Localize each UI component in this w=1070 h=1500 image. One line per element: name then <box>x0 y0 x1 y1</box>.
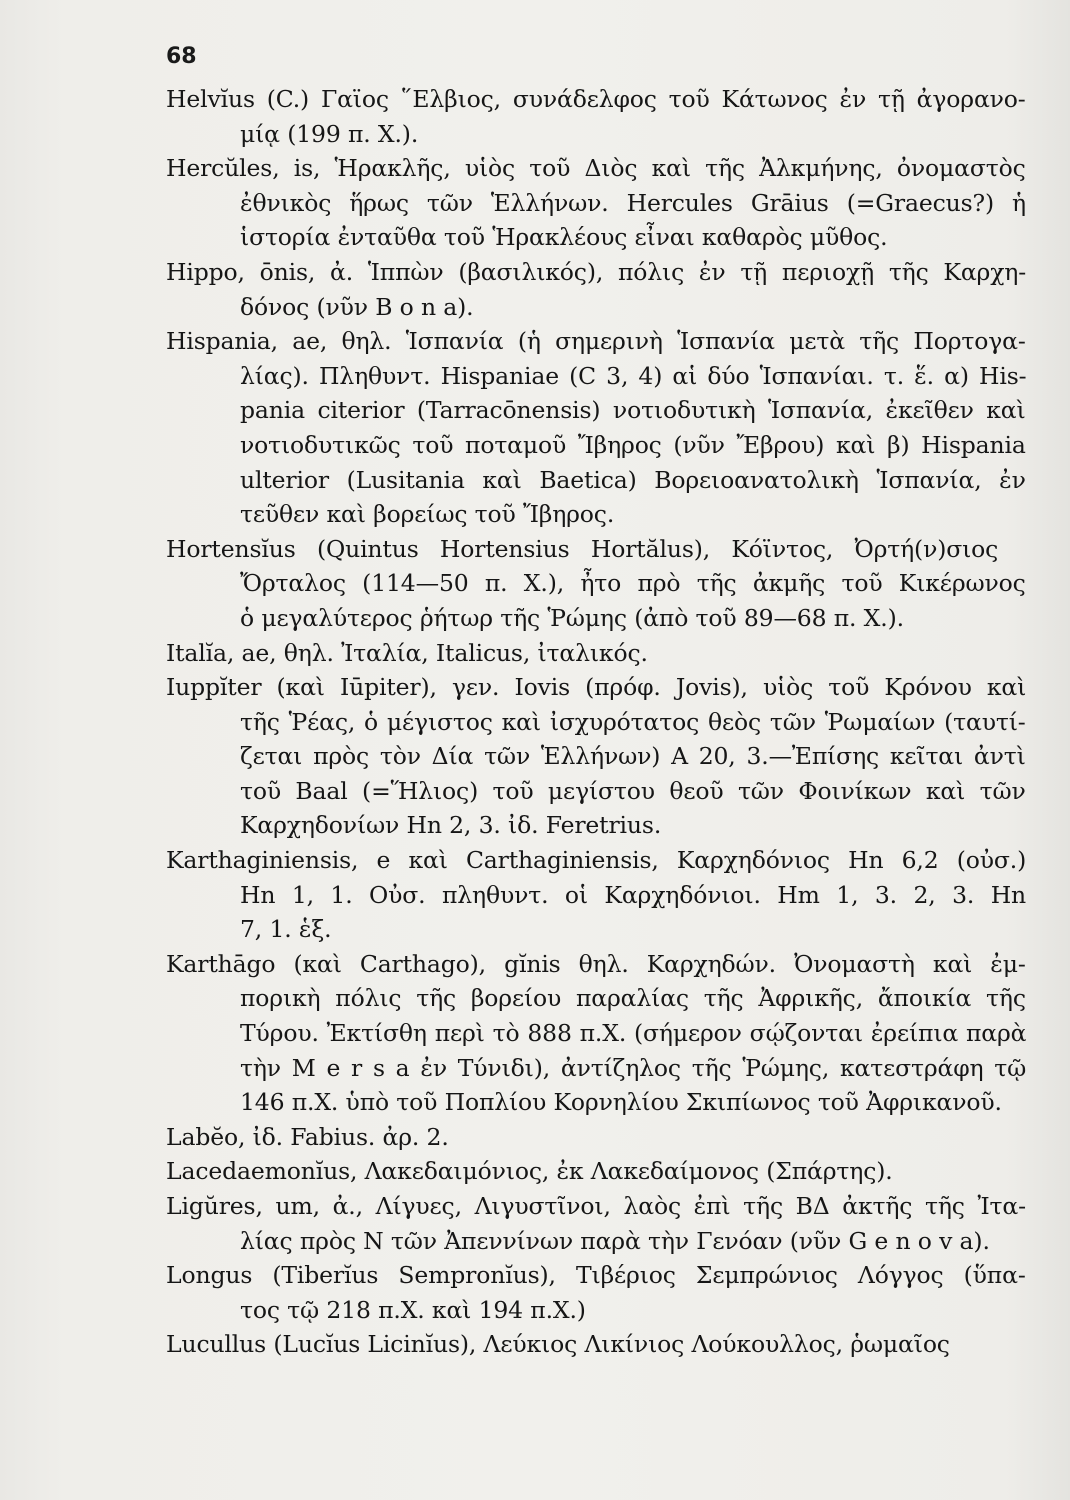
entry-continuation-line: ὁ μεγαλύτερος ῥήτωρ τῆς Ῥώμης (ἀπὸ τοῦ 89—68 π. Χ.). <box>240 603 904 632</box>
entry-continuation-line: pania citerior (Tarracōnensis) νοτιοδυτικὴ Ἱσπανία, ἐκεῖθεν καὶ <box>240 396 1026 425</box>
entry-continuation-line: πορικὴ πόλις τῆς βορείου παραλίας τῆς Ἀφρικῆς, ἄποικία τῆς <box>240 984 1026 1013</box>
glossary-entry <box>166 324 1026 532</box>
entry-continuation-line: Hn 1, 1. Οὐσ. πληθυντ. οἱ Καρχηδόνιοι. Hm 1, 3. 2, 3. Hn <box>240 880 1026 909</box>
entry-continuation-line: ulterior (Lusitania καὶ Baetica) Βορειοανατολικὴ Ἱσπανία, ἐν <box>240 465 1026 494</box>
entry-continuation-line: δόνος (νῦν B o n a). <box>240 292 474 321</box>
glossary-entry <box>166 1189 1026 1258</box>
glossary-entry <box>166 843 1026 947</box>
entry-headline: Hispania, ae, θηλ. Ἱσπανία (ἡ σημερινὴ Ἱσπανία μετὰ τῆς Πορτογα- <box>166 327 1026 356</box>
entry-continuation-line: τος τῷ 218 π.Χ. καὶ 194 π.Χ.) <box>240 1295 586 1324</box>
glossary-entry <box>166 1120 1026 1155</box>
entry-headline: Labĕo, ἰδ. Fabius. ἀρ. 2. <box>166 1122 449 1151</box>
entry-headline: Ligŭres, um, ἀ., Λίγυες, Λιγυστῖνοι, λαὸς ἐπὶ τῆς ΒΔ ἀκτῆς τῆς Ἰτα- <box>166 1192 1026 1220</box>
entry-headline: Hortensĭus (Quintus Hortensius Hortălus), Κόϊντος, Ὀρτή(ν)σιος <box>166 534 999 563</box>
entry-continuation-line: τεῦθεν καὶ βορείως τοῦ Ἴβηρος. <box>240 500 615 529</box>
glossary-entry <box>166 255 1026 324</box>
entry-headline: Longus (Tiberĭus Sempronĭus), Τιβέριος Σεμπρώνιος Λόγγος (ὕπα- <box>166 1261 1026 1290</box>
entry-continuation-line: μίᾳ (199 π. Χ.). <box>240 119 419 148</box>
entry-continuation-line: νοτιοδυτικῶς τοῦ ποταμοῦ Ἴβηρος (νῦν Ἔβρου) καὶ β) Hispania <box>240 430 1026 459</box>
entry-headline: Karthāgo (καὶ Carthago), gĭnis θηλ. Καρχηδών. Ὀνομαστὴ καὶ ἐμ- <box>166 949 1026 978</box>
page-number: 68 <box>166 44 197 69</box>
entry-headline: Karthaginiensis, e καὶ Carthaginiensis, Καρχηδόνιος Hn 6,2 (οὐσ.) <box>166 846 1026 875</box>
glossary-entry <box>166 1327 1026 1362</box>
entry-continuation-line: τοῦ Baal (=Ἥλιος) τοῦ μεγίστου θεοῦ τῶν Φοινίκων καὶ τῶν <box>240 776 1026 805</box>
glossary-entry <box>166 947 1026 1120</box>
entry-continuation-line: ἐθνικὸς ἥρως τῶν Ἑλλήνων. Hercules Grāius (=Graecus?) ἡ <box>240 188 1026 217</box>
entry-headline: Lucullus (Lucĭus Licinĭus), Λεύκιος Λικίνιος Λούκουλλος, ῥωμαῖος <box>166 1330 950 1359</box>
entry-continuation-line: ἱστορία ἐνταῦθα τοῦ Ἡρακλέους εἶναι καθαρὸς μῦθος. <box>240 223 888 252</box>
entry-headline: Iuppĭter (καὶ Iūpiter), γεν. Iovis (πρόφ. Jovis), υἱὸς τοῦ Κρόνου καὶ <box>166 673 1026 702</box>
glossary-entry <box>166 1154 1026 1189</box>
entry-continuation-line: τὴν M e r s a ἐν Τύνιδι), ἀντίζηλος τῆς Ῥώμης, κατεστράφη τῷ <box>240 1053 1026 1082</box>
entry-headline: Hippo, ōnis, ἀ. Ἱππὼν (βασιλικός), πόλις ἐν τῇ περιοχῇ τῆς Καρχη- <box>166 257 1026 286</box>
glossary-entry <box>166 1258 1026 1327</box>
entry-continuation-line: Ὄρταλος (114—50 π. Χ.), ἦτο πρὸ τῆς ἀκμῆς τοῦ Κικέρωνος <box>240 569 1026 598</box>
entry-continuation-line: Τύρου. Ἐκτίσθη περὶ τὸ 888 π.Χ. (σήμερον σῴζονται ἐρείπια παρὰ <box>240 1019 1026 1048</box>
glossary-entry <box>166 82 1026 151</box>
entry-continuation-line: 146 π.Χ. ὑπὸ τοῦ Ποπλίου Κορνηλίου Σκιπίωνος τοῦ Ἀφρικανοῦ. <box>240 1088 1002 1117</box>
entry-continuation-line: Καρχηδονίων Hn 2, 3. ἰδ. Feretrius. <box>240 811 662 840</box>
entry-continuation-line: λίας). Πληθυντ. Hispaniae (C 3, 4) αἱ δύο Ἱσπανίαι. τ. ἕ. α) His- <box>240 361 1026 390</box>
glossary-entry <box>166 532 1026 636</box>
entry-headline: Hercŭles, is, Ἡρακλῆς, υἱὸς τοῦ Διὸς καὶ τῆς Ἀλκμήνης, ὀνομαστὸς <box>166 154 1026 183</box>
entry-continuation-line: 7, 1. ἑξ. <box>240 915 332 944</box>
entry-continuation-line: ζεται πρὸς τὸν Δία τῶν Ἑλλήνων) A 20, 3.—Ἐπίσης κεῖται ἀντὶ <box>240 742 1026 771</box>
glossary-entry <box>166 670 1026 843</box>
entry-headline: Italĭa, ae, θηλ. Ἰταλία, Italicus, ἰταλικός. <box>166 638 648 667</box>
glossary-entries <box>166 82 1026 1362</box>
entry-continuation-line: λίας πρὸς Ν τῶν Ἀπεννίνων παρὰ τὴν Γενόαν (νῦν G e n o v a). <box>240 1226 990 1255</box>
entry-continuation-line: τῆς Ῥέας, ὁ μέγιστος καὶ ἰσχυρότατος θεὸς τῶν Ῥωμαίων (ταυτί- <box>240 707 1026 736</box>
entry-headline: Lacedaemonĭus, Λακεδαιμόνιος, ἐκ Λακεδαίμονος (Σπάρτης). <box>166 1157 893 1186</box>
glossary-entry <box>166 151 1026 255</box>
entry-headline: Helvĭus (C.) Γαϊος ῞Ελβιος, συνάδελφος τοῦ Κάτωνος ἐν τῇ ἀγορανο- <box>166 85 1026 113</box>
glossary-entry <box>166 636 1026 671</box>
